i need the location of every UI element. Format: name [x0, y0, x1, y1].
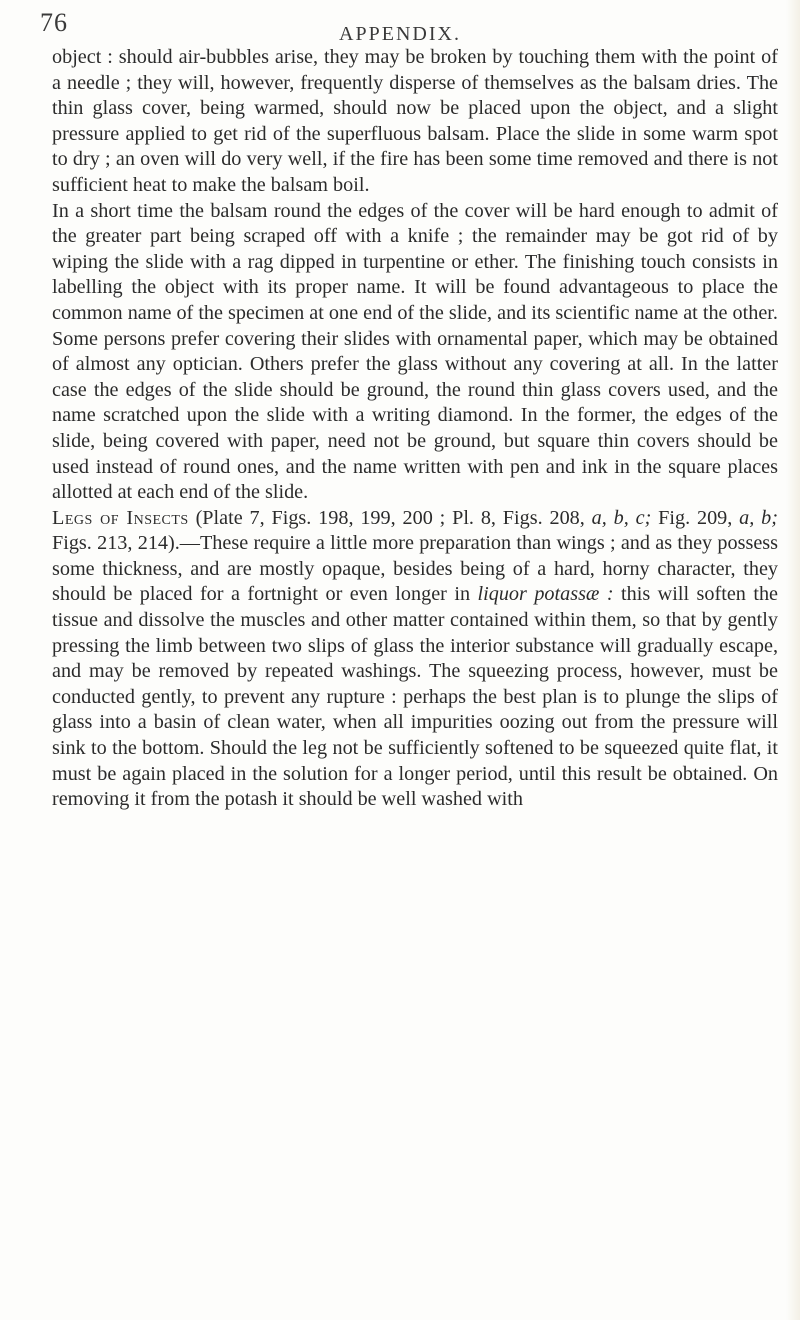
body-text: [52, 45, 778, 813]
liquor-potassae-term: liquor potassæ :: [477, 583, 614, 606]
figure-reference-2: Fig. 209,: [651, 506, 740, 529]
figure-reference-1: (Plate 7, Figs. 198, 199, 200 ; Pl. 8, Figs. 208,: [188, 506, 592, 529]
paragraph-2: In a short time the balsam round the edges of the cover will be hard enough to admit of the greater part being scraped off with a knife ; the remainder may be got rid of by wiping the slide with a rag dipped in turpentine or ether. The finishing touch consists in labelling the object with its proper name. It will be found advantageous to place the common name of the specimen at one end of the slide, and its scientific name at the other.: [52, 199, 778, 324]
paragraph-4-text: Figs. 213, 214).—These require a little more preparation than wings ; and as they possess some thickness, and are mostly opaque, besides being of a hard, horny character, they should be placed for a fortnight or even longer in: [52, 532, 778, 606]
paragraph-1: object : should air-bubbles arise, they may be broken by touching them with the point of a needle ; they will, however, frequently disperse of themselves as the balsam dries. The thin glass cover, being warmed, should now be placed upon the object, and a slight pressure applied to get rid of the superfluous balsam. Place the slide in some warm spot to dry ; an oven will do very well, if the fire has been some time removed and there is not sufficient heat to make the balsam boil.: [52, 46, 778, 196]
paragraph-3: Some persons prefer covering their slides with ornamental paper, which may be obtained of almost any optician. Others prefer the glass without any covering at all. In the latter case the edges of the slide should be ground, the round thin glass covers used, and the name scratched upon the slide with a writing diamond. In the former, the edges of the slide, being covered with paper, need not be ground, but square thin covers should be used instead of round ones, and the name written with pen and ink in the square places allotted at each end of the slide.: [52, 327, 778, 504]
page-number: 76: [40, 8, 68, 37]
figure-letters-1: a, b, c;: [591, 506, 652, 529]
running-head: APPENDIX.: [339, 23, 461, 45]
section-heading-legs-of-insects: Legs of Insects: [52, 506, 189, 529]
figure-letters-2: a, b;: [739, 506, 778, 529]
paragraph-4: [52, 506, 778, 813]
paragraph-4-continuation: this will soften the tissue and dissolve the muscles and other matter contained within them, so that by gently pressing the limb between two slips of glass the interior substance will gradually escape, and may be removed by repeated washings. The squeezing process, however, must be conducted gently, to prevent any rupture : perhaps the best plan is to plunge the slips of glass into a basin of clean water, when all impurities oozing out from the pressure will sink to the bottom. Should the leg not be sufficiently softened to be squeezed quite flat, it must be again placed in the solution for a longer period, until this result be obtained. On removing it from the potash it should be well washed with: [52, 583, 778, 811]
page-edge-shadow: [786, 0, 800, 1320]
